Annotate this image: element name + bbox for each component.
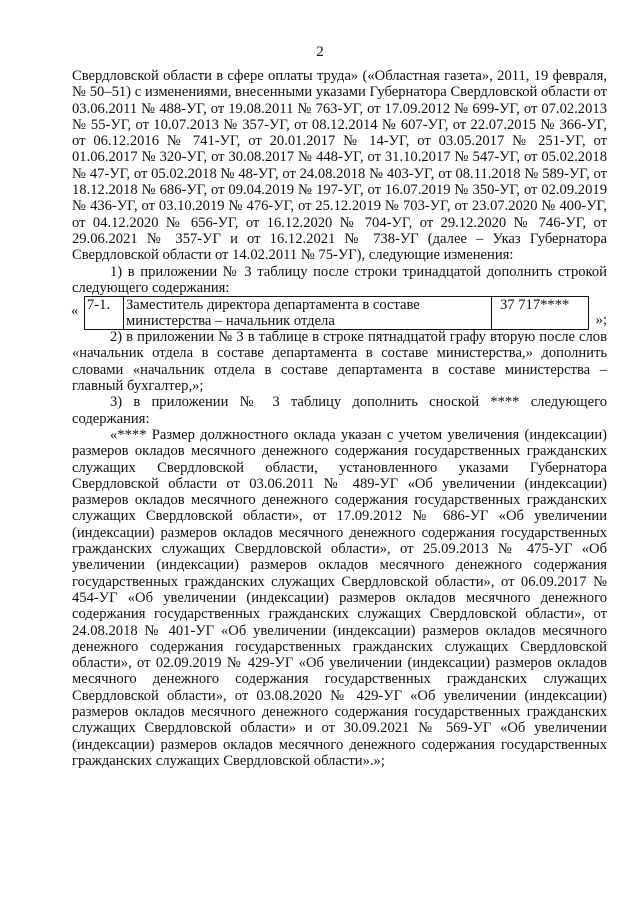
intro-line: от 02.09.2019 № 436-УГ, от 03.10.2019 № 476-УГ, от 25.12.2019 № 703-УГ,	[72, 182, 607, 215]
quote-open: «	[71, 303, 79, 320]
intro-line: от 18.12.2018 № 686-УГ, от 09.04.2019 № 197-УГ, от 16.07.2019 № 350-УГ,	[72, 165, 607, 199]
intro-line: от 17.09.2012 № 699-УГ, от 07.02.2013 № 55-УГ, от 10.07.2013 № 357-УГ,	[72, 100, 607, 133]
intro-line: изменения:	[443, 247, 514, 264]
intro-line: Свердловской области от 03.06.2011 № 488-УГ, от 19.08.2011 № 763-УГ,	[72, 84, 607, 117]
intro-line: от 23.07.2020 № 400-УГ, от 04.12.2020 № 656-УГ, от 16.12.2020 № 704-УГ,	[72, 198, 607, 231]
document-body	[72, 68, 607, 769]
intro-line: Свердловской области в сфере оплаты труда» («Областная газета», 2011,	[72, 68, 530, 84]
inserted-table	[84, 296, 589, 330]
intro-line: от 29.12.2020 № 746-УГ, от 29.06.2021 № 357-УГ и от 16.12.2021 № 738-УГ (далее –	[72, 214, 607, 247]
intro-line: от 20.01.2017 № 14-УГ, от 03.05.2017 № 251-УГ, от 01.06.2017 № 320-УГ,	[72, 133, 607, 166]
intro-line: Указ Губернатора Свердловской области от 14.02.2011 № 75-УГ), следующие	[72, 230, 607, 264]
row-number-cell: 7-1.	[85, 297, 124, 330]
intro-paragraph	[72, 68, 607, 264]
item-3: 3) в приложении № 3 таблицу дополнить сноской **** следующего содержания:	[72, 394, 607, 427]
inserted-row-block	[72, 296, 607, 329]
quote-close: »;	[595, 312, 607, 329]
position-cell: Заместитель директора департамента в составе министерства – начальник отдела	[124, 297, 492, 330]
intro-line: от 05.02.2018 № 48-УГ, от 24.08.2018 № 403-УГ, от 08.11.2018 № 589-УГ,	[133, 165, 590, 182]
item-2: 2) в приложении № 3 в таблице в строке пятнадцатой графу вторую после слов «начальник отдела в составе департамента в составе министерства,» дополнить словами «начальник отдела в составе департамента в составе министерства – главный бухгалтер,»;	[72, 329, 607, 395]
intro-line: 19 февраля, № 50–51) с изменениями, внесенными указами Губернатора	[72, 68, 607, 101]
intro-line: от 08.12.2014 № 607-УГ, от 22.07.2015 № 366-УГ, от 06.12.2016 № 741-УГ,	[72, 116, 607, 150]
page-number: 2	[316, 44, 324, 60]
footnote-text: «**** Размер должностного оклада указан с учетом увеличения (индексации) размеров окладов месячного денежного содержания государственных гражданских служащих Свердловской области, установленного указами Губернатора Свердловской области от 03.06.2011 № 489-УГ «Об увеличении (индексации) размеров окладов месячного денежного содержания государственных гражданских служащих Свердловской области», от 17.09.2012 № 686-УГ «Об увеличении (индексации) размеров окладов месячного денежного содержания государственных гражданских служащих Свердловской области», от 25.09.2013 № 475-УГ «Об увеличении (индексации) размеров окладов месячного денежного содержания государственных гражданских служащих Свердловской области», от 06.09.2017 № 454-УГ «Об увеличении (индексации) размеров окладов месячного денежного содержания государственных гражданских служащих Свердловской области», от 24.08.2018 № 401-УГ «Об увеличении (индексации) размеров окладов месячного денежного содержания государственных гражданских служащих Свердловской области», от 02.09.2019 № 429-УГ «Об увеличении (индексации) размеров окладов месячного денежного содержания государственных гражданских служащих Свердловской области», от 03.08.2020 № 429-УГ «Об увеличении (индексации) размеров окладов месячного денежного содержания государственных гражданских служащих Свердловской области» и от 30.09.2021 № 569-УГ «Об увеличении (индексации) размеров окладов месячного денежного содержания государственных гражданских служащих Свердловской области».»;	[72, 426, 607, 769]
intro-line: от 30.08.2017 № 448-УГ, от 31.10.2017 № 547-УГ, от 05.02.2018 № 47-УГ,	[72, 149, 607, 182]
table-row	[85, 297, 589, 330]
item-1: 1) в приложении № 3 таблицу после строки тринадцатой дополнить строкой следующего содержания:	[72, 263, 607, 296]
salary-cell: 37 717****	[492, 297, 589, 330]
